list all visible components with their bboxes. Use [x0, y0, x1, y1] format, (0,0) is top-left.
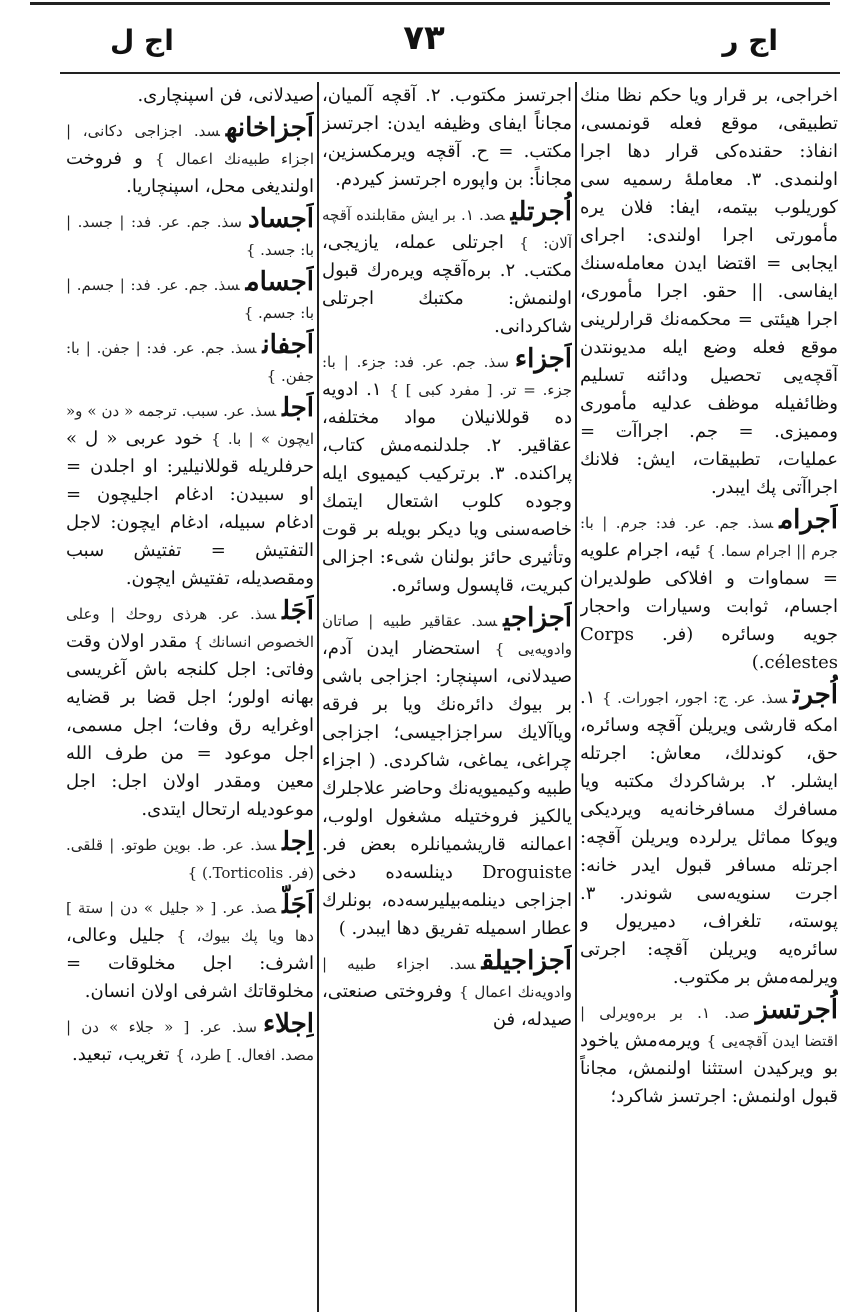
entry-definition: اخراجی، بر قرار ویا حکم نظا منك تطبیقی، موقع فعله قونمسی، انفاذ: حقنده‌کی قرار دها اجرا اولنمدی. ٣. معامله‌ٔ رسمیه سی کوریلوب بیتمه، ایفا: فلان یره مأمورتی اجرا اولندی: اجرای ایجابی = اقتضا ایدن معامله‌سنك ایفاسی. || حقو. اجرا مأموری، اجرا هیئتی = محکمه‌نك قرارلرینی موقع فعله وضع ایله مدیونتدن آقچه‌یی تحصیل ودائنه تسلیم وظائفیله موظف عدلیه مأموری وممیزی. = جم. اجراآت = عملیات، تطبیقات، ایش: فلانك اجراآتی پك ایبدر. — [580, 85, 838, 498]
page-number: ٧٣ — [403, 18, 445, 58]
entry-definition: جلیل وعالی، اشرف: اجل مخلوقات = مخلوقاتك اشرفی اولان انسان. — [66, 925, 314, 1002]
entry-definition: ١. ادویه ده قوللانیلان مواد مختلفه، عقاقیر. ٢. جلدلنمه‌مش کتاب، پراکنده. ٣. برترکیب کیمیوی ایله وجوده کلوب اشتعال ایتمك خاصه‌سنی ویا دیکر بویله بر قوت وتأثیری حائز بولنان شیء: اجزالی کبریت، قاپسول وسائره. — [322, 379, 572, 596]
entry-grammar-note: سد. اجزاء طبیه | وادویه‌نك اعمال } — [322, 955, 572, 1001]
entry-grammar-note: صد. ١. بر بره‌ویرلی | اقتضا ایدن آقچه‌یی } — [580, 1004, 838, 1050]
dictionary-entry — [322, 345, 572, 600]
entry-grammar-note: سذ. عر. هرذی روحك | وعلی الخصوص انسانك } — [66, 605, 314, 651]
entry-headword: اَجَل — [282, 596, 314, 626]
entry-grammar-note: سد. اجزاجی دکانی، | اجزاء طبیه‌نك اعمال } — [66, 122, 314, 168]
entry-grammar-note: سذ. جم. عر. فد: | جسد. | با: جسد. } — [66, 213, 314, 259]
entry-grammar-note: سذ. عر. ج: اجور، اجورات. } — [602, 689, 787, 707]
entry-headword: اَجَلّ — [282, 890, 314, 920]
running-head-right: اج ر — [722, 24, 778, 57]
entry-headword: اُجرت — [793, 680, 838, 710]
dictionary-entry — [66, 114, 314, 201]
entry-headword: اَجل — [282, 393, 314, 423]
column-left — [66, 82, 314, 1310]
entry-definition: مقدر اولان وقت وفاتی: اجل کلنجه باش آغریسی بهانه اولور؛ اجل قضا بر قضایه اوغرایه رق وفات؛ اجل مسمی، اجل موعود = من طرف الله معین ومقدر اولان اجل: اجل موعودیله ارتحال ایتدی. — [66, 631, 314, 820]
dictionary-entry — [66, 331, 314, 390]
dictionary-entry — [66, 828, 314, 887]
entry-headword: اَجزاء — [514, 344, 572, 374]
dictionary-entry — [66, 394, 314, 593]
running-head-left: اج ل — [110, 24, 174, 57]
dictionary-entry — [580, 681, 838, 992]
dictionary-entry — [66, 1010, 314, 1069]
entry-grammar-note: سذ. عر. سبب. ترجمه « دن » و« ایچون » | با. } — [66, 402, 314, 448]
header-rule — [60, 72, 840, 74]
entry-headword: اِجل — [282, 827, 314, 857]
page-header — [0, 14, 848, 64]
dictionary-entry — [66, 891, 314, 1006]
entry-headword: اَجزاجی — [503, 603, 572, 633]
entry-grammar-note: صد. ١. بر ایش مقابلنده آقچه آلان: } — [322, 206, 572, 252]
entry-definition: ویرمه‌مش یاخود بو ویرکیدن استثنا اولنمش، مجاناً قبول اولنمش: اجرتسز شاکرد؛ — [580, 1030, 838, 1107]
column-divider-right — [575, 82, 577, 1312]
entry-definition: و فروخت اولندیغی محل، اسپنچاریا. — [66, 148, 314, 197]
entry-definition: اجرتلی عمله، یازیجی، مکتب. ٢. بره‌آقچه ویره‌رك قبول اولنمش: مکتبك اجرتلی شاکردانی. — [322, 232, 572, 337]
entry-grammar-note: صذ. عر. [ « جلیل » دن | ستة ] دها ویا پك بیوك، } — [66, 899, 314, 945]
entry-headword: اَجساد — [248, 204, 314, 234]
entry-headword: اَجزاخانه — [225, 113, 314, 143]
entry-definition: ئیه، اجرام علویه = سماوات و افلاکی طولدیران اجسام، ثوابت وسیارات واحجار جویه وسائره (فر. Corps célestes.) — [580, 540, 838, 673]
entry-headword: اُجرتلی — [510, 197, 572, 227]
entry-definition: تغریب، تبعید. — [71, 1044, 170, 1065]
entry-grammar-note: سذ. جم. عر. فد: | جسم. | با: جسم. } — [66, 276, 314, 322]
entry-grammar-note: سذ. جم. عر. فد: | جفن. | با: جفن. } — [66, 339, 314, 385]
dictionary-entry — [580, 996, 838, 1111]
dictionary-entry — [322, 82, 572, 194]
entry-grammar-note: سذ. عر. ط. بوین طوتو. | قلقی. (فر. Torticolis.) } — [66, 836, 314, 882]
dictionary-entry — [66, 205, 314, 264]
entry-definition: وفروختی صنعتی، صیدله، فن — [322, 981, 572, 1030]
dictionary-entry — [580, 506, 838, 677]
dictionary-entry — [580, 82, 838, 502]
entry-headword: اَجرام — [779, 505, 838, 535]
dictionary-entry — [322, 604, 572, 943]
column-divider-left — [317, 82, 319, 1312]
top-edge-rule — [30, 2, 830, 5]
entry-grammar-note: سذ. جم. عر. فد: جزء. | با: جزء. = تر. [ مفرد کبی ] } — [322, 353, 572, 399]
dictionary-entry — [66, 82, 314, 110]
entry-definition: استحضار ایدن آدم، صیدلانی، اسپنچار: اجزاجی باشی بر بیوك دائره‌نك ویا بر فرقه ویاآلایك سراجزاجیسی؛ اجزاجی چراغی، یماغی، شاکردی. ( اجزاء طبیه وکیمیویه‌نك وحاضر علاجلرك یالکیز فروختیله مشغول اولوب، اعمالنه قاریشمیانلره بعض فر. Droguiste دینلسه‌ده دخی اجزاجی دینلمه‌بیلیرسه‌ده، بونلرك عطار اسمیله تفریق دها ایبدر. ) — [322, 638, 572, 939]
column-middle — [322, 82, 572, 1310]
entry-headword: اَجفان — [262, 330, 314, 360]
entry-grammar-note: سد. عقاقیر طبیه | صاتان وادویه‌یی } — [322, 612, 572, 658]
column-right — [580, 82, 838, 1310]
entry-definition: خود عربی « ل » حرفلریله قوللانیلیر: او اجلدن = او سبیدن: ادغام اجلیچون = ادغام سبیله، ادغام ایچون: لاجل التفتیش = تفتیش سبب ومقصدیله، تفتیش ایچون. — [66, 428, 314, 589]
entry-headword: اُجرتسز — [755, 995, 838, 1025]
dictionary-entry — [66, 597, 314, 824]
entry-definition: ١. امکه قارشی ویریلن آقچه وسائره، حق، کوندلك، معاش: اجرتله ایشلر. ٢. برشاکردك مکتبه ویا مسافرك مسافرخانه‌یه ویردیکی ویوکا مماثل یرلرده ویریلن آقچه: اجرتله مسافر قبول ایدر خانه: اجرت سنویه‌سی شوندر. ٣. پوسته، تلغراف، دمیریول و سائره‌یه ویریلن آقچه: اجرتی ویرلمه‌مش بر مکتوب. — [580, 687, 838, 988]
entry-headword: اَجزاجیلق — [481, 946, 572, 976]
entry-definition: صیدلانی، فن اسپنچاری. — [137, 85, 314, 106]
dictionary-entry — [66, 268, 314, 327]
dictionary-entry — [322, 198, 572, 341]
dictionary-entry — [322, 947, 572, 1034]
entry-headword: اَجسام — [245, 267, 314, 297]
entry-grammar-note: سذ. عر. [ « جلاء » دن | مصد. افعال. ] طرد، } — [66, 1018, 314, 1064]
entry-headword: اِجلاء — [262, 1009, 314, 1039]
entry-definition: اجرتسز مکتوب. ٢. آقچه آلمیان، مجاناً ایفای وظیفه ایدن: اجرتسز مکتب. = ح. آقچه ویرمکسزین، مجاناً: بن واپوره اجرتسز کیردم. — [322, 85, 572, 190]
entry-grammar-note: سذ. جم. عر. فد: جرم. | با: جرم || اجرام سما. } — [580, 514, 838, 560]
